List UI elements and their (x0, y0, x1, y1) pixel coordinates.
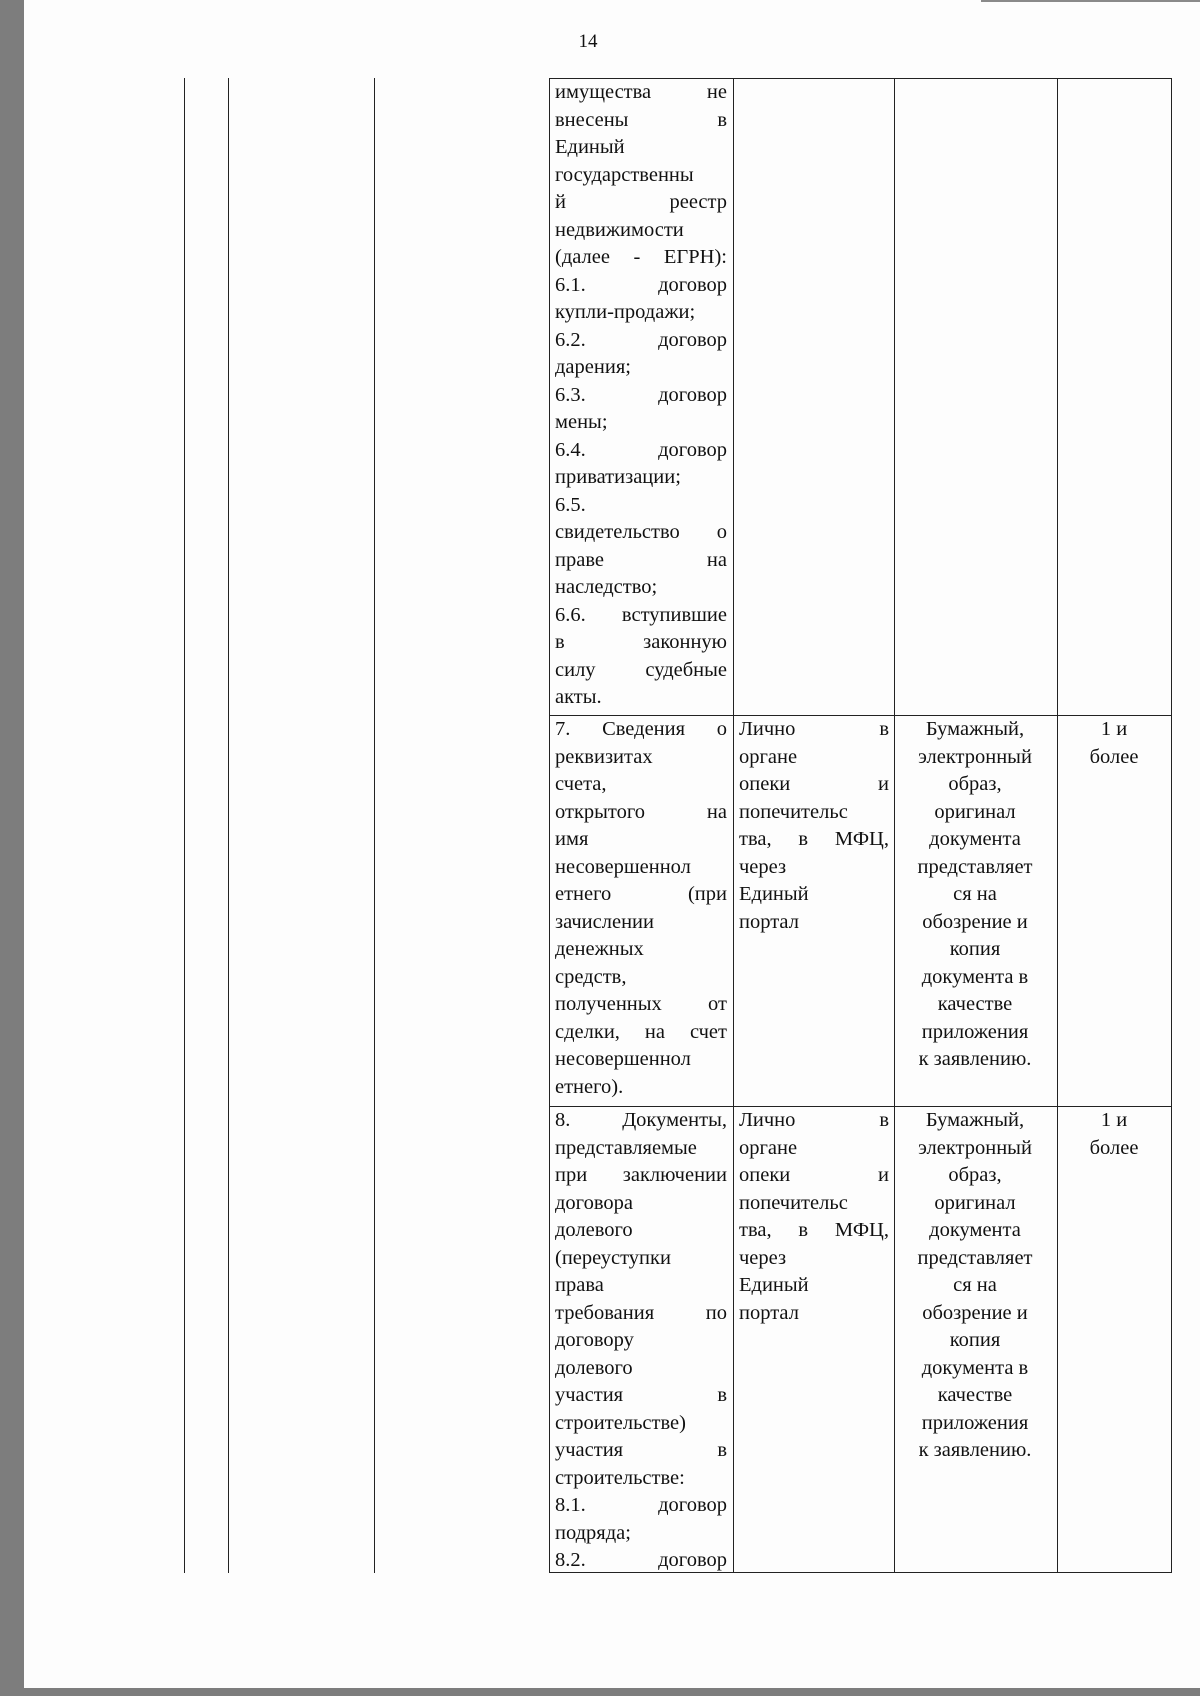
text-line: счета, (555, 773, 607, 795)
document-cell (555, 79, 727, 712)
text-line: сделки, на счет (555, 1020, 727, 1043)
column-rule (228, 78, 229, 1573)
document-page (24, 0, 1200, 1688)
text-line: (переуступки (555, 1246, 671, 1269)
text-line: долевого (555, 1356, 633, 1379)
text-line: 8.1. договор (555, 1494, 727, 1516)
text-line: копия (949, 938, 1001, 960)
text-line: й реестр (555, 191, 727, 213)
document-form-cell (896, 1107, 1054, 1465)
text-line: участия в (555, 1384, 727, 1406)
text-line: несовершеннол (555, 1048, 691, 1070)
text-line: полученных от (555, 993, 727, 1015)
text-line: более (1089, 1136, 1139, 1159)
column-rule (184, 78, 185, 1573)
text-line: при заключении (555, 1164, 727, 1186)
text-line: ся на (953, 1274, 997, 1296)
table-border-right (1171, 78, 1172, 1573)
text-line: обозрение и (922, 910, 1028, 933)
text-line: (далее - ЕГРН): (555, 246, 727, 268)
text-line: в законную (555, 631, 727, 653)
text-line: тва, в МФЦ, (739, 828, 889, 850)
text-line: средств, (555, 965, 627, 988)
text-line: электронный (918, 745, 1032, 768)
text-line: электронный (918, 1136, 1032, 1159)
text-line: органе (739, 1136, 798, 1159)
text-line: документа в (921, 1356, 1029, 1379)
text-line: 6.3. договор (555, 383, 727, 406)
text-line: зачислении (555, 910, 654, 933)
text-line: попечительс (739, 1191, 848, 1214)
text-line: 1 и (1100, 718, 1128, 740)
text-line: документа (929, 828, 1021, 850)
text-line: портал (739, 1301, 799, 1324)
text-line: договору (555, 1329, 634, 1351)
text-line: долевого (555, 1219, 633, 1241)
text-line: копия (949, 1329, 1001, 1351)
text-line: более (1089, 745, 1139, 768)
text-line: мены; (555, 411, 608, 433)
text-line: оригинал (934, 800, 1016, 823)
text-line: представляет (917, 855, 1033, 878)
text-line: Единый (739, 1274, 809, 1296)
text-line: тва, в МФЦ, (739, 1219, 889, 1241)
text-line: 6.6. вступившие (555, 603, 727, 626)
text-line: акты. (555, 686, 602, 708)
text-line: приложения (921, 1020, 1029, 1043)
text-line: качестве (937, 993, 1013, 1015)
text-line: праве на (555, 548, 727, 571)
text-line: свидетельство о (555, 521, 727, 543)
quantity-cell (1058, 716, 1170, 771)
column-rule (1057, 78, 1058, 1573)
text-line: наследство; (555, 576, 658, 598)
text-line: оригинал (934, 1191, 1016, 1214)
quantity-cell (1058, 1107, 1170, 1162)
text-line: етнего). (555, 1075, 624, 1098)
text-line: к заявлению. (918, 1048, 1032, 1070)
text-line: 6.5. (555, 493, 586, 516)
text-line: строительстве) (555, 1411, 686, 1434)
text-line: требования по (555, 1301, 727, 1324)
text-line: приложения (921, 1411, 1029, 1434)
text-line: денежных (555, 938, 644, 960)
text-line: подряда; (555, 1521, 631, 1544)
text-line: представляемые (555, 1136, 697, 1159)
column-rule (374, 78, 375, 1573)
text-line: открытого на (555, 800, 727, 823)
text-line: образ, (948, 1164, 1002, 1186)
document-cell (555, 716, 727, 1101)
text-line: силу судебные (555, 658, 727, 681)
text-line: 8.2. договор (555, 1549, 727, 1571)
text-line: к заявлению. (918, 1439, 1032, 1461)
text-line: документа в (921, 965, 1029, 988)
text-line: 6.4. договор (555, 438, 727, 461)
document-cell (555, 1107, 727, 1575)
text-line: органе (739, 745, 798, 768)
document-form-cell (896, 716, 1054, 1074)
text-line: качестве (937, 1384, 1013, 1406)
text-line: имущества не (555, 81, 727, 103)
table-border-left (549, 78, 550, 1573)
text-line: приватизации; (555, 466, 681, 488)
text-line: представляет (917, 1246, 1033, 1269)
text-line: портал (739, 910, 799, 933)
text-line: строительстве: (555, 1466, 685, 1489)
text-line: 1 и (1100, 1109, 1128, 1131)
text-line: купли-продажи; (555, 301, 696, 323)
text-line: документа (929, 1219, 1021, 1241)
text-line: Лично в (739, 1109, 889, 1131)
text-line: етнего (при (555, 883, 727, 905)
column-rule (733, 78, 734, 1573)
text-line: Бумажный, (925, 1109, 1025, 1131)
column-rule (894, 78, 895, 1573)
text-line: имя (555, 828, 589, 850)
text-line: несовершеннол (555, 855, 691, 878)
text-line: реквизитах (555, 745, 653, 768)
submission-method-cell (739, 1107, 889, 1327)
text-line: опеки и (739, 773, 889, 795)
text-line: попечительс (739, 800, 848, 823)
text-line: 6.2. договор (555, 328, 727, 351)
top-edge-rule (981, 0, 1200, 2)
text-line: через (739, 855, 787, 878)
text-line: участия в (555, 1439, 727, 1461)
text-line: внесены в (555, 108, 727, 131)
submission-method-cell (739, 716, 889, 936)
text-line: обозрение и (922, 1301, 1028, 1324)
text-line: недвижимости (555, 218, 684, 241)
text-line: права (555, 1274, 604, 1296)
text-line: 6.1. договор (555, 273, 727, 296)
text-line: Единый (555, 136, 625, 158)
text-line: Бумажный, (925, 718, 1025, 740)
text-line: 8. Документы, (555, 1109, 727, 1131)
text-line: ся на (953, 883, 997, 905)
text-line: образ, (948, 773, 1002, 795)
text-line: через (739, 1246, 787, 1269)
page-number: 14 (578, 31, 598, 52)
text-line: Единый (739, 883, 809, 905)
text-line: опеки и (739, 1164, 889, 1186)
text-line: 7. Сведения о (555, 718, 727, 740)
text-line: Лично в (739, 718, 889, 740)
text-line: договора (555, 1191, 633, 1214)
text-line: государственны (555, 163, 694, 186)
text-line: дарения; (555, 356, 631, 378)
